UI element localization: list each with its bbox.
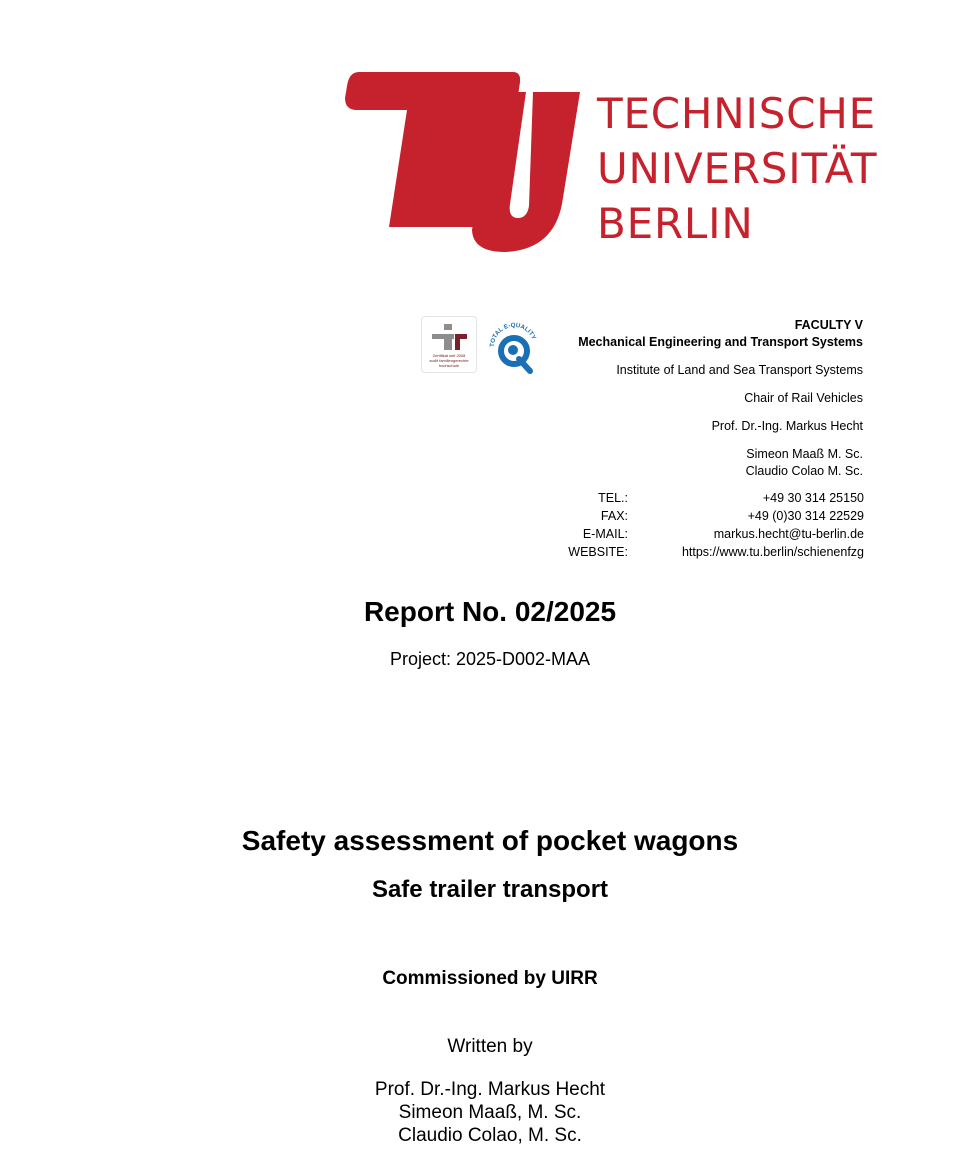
commissioned-by: Commissioned by UIRR (382, 968, 598, 989)
contact-label: WEBSITE: (568, 545, 628, 559)
seal-text: hochschule (438, 363, 460, 368)
tu-berlin-logo (345, 72, 580, 252)
institute-name: Institute of Land and Sea Transport Systems (616, 363, 863, 377)
contact-row-website (560, 543, 864, 561)
university-wordmark (597, 86, 887, 251)
contact-value: https://www.tu.berlin/schienenfzg (681, 545, 864, 559)
author-name: Simeon Maaß, M. Sc. (398, 1102, 582, 1123)
written-by-label: Written by (447, 1036, 533, 1057)
family-audit-icon (422, 317, 476, 357)
contact-value: +49 30 314 25150 (762, 491, 864, 505)
author-list (0, 1078, 980, 1147)
professor-name: Prof. Dr.-Ing. Markus Hecht (711, 419, 863, 433)
chair-name: Chair of Rail Vehicles (744, 391, 863, 405)
report-title: Safety assessment of pocket wagons (241, 825, 739, 856)
report-subtitle: Safe trailer transport (371, 876, 609, 903)
seal-arc-text: TOTAL E-QUALITY (488, 321, 538, 348)
faculty-block (578, 317, 863, 480)
family-audit-seal (421, 316, 477, 373)
contact-label: TEL.: (598, 491, 628, 505)
seal-text: audit familiengerechte (429, 358, 469, 363)
total-e-quality-seal (486, 315, 542, 375)
faculty-name: Mechanical Engineering and Transport Systems (578, 335, 863, 349)
staff-member: Simeon Maaß M. Sc. (746, 447, 863, 461)
wordmark-line: BERLIN (597, 199, 754, 248)
author-name: Claudio Colao, M. Sc. (398, 1125, 582, 1146)
author-name: Prof. Dr.-Ing. Markus Hecht (374, 1079, 606, 1100)
project-id: Project: 2025-D002-MAA (389, 649, 591, 669)
contact-label: FAX: (600, 509, 628, 523)
report-number: Report No. 02/2025 (363, 596, 617, 627)
faculty-title: FACULTY V (794, 318, 863, 332)
contact-value: +49 (0)30 314 22529 (747, 509, 864, 523)
wordmark-line: TECHNISCHE (597, 89, 877, 138)
seal-text: Zertifikat seit 2008 (432, 353, 466, 358)
contact-table (560, 489, 864, 561)
contact-row-tel (560, 489, 864, 507)
contact-value: markus.hecht@tu-berlin.de (713, 527, 864, 541)
svg-text:TOTAL E-QUALITY (489, 322, 538, 347)
staff-member: Claudio Colao M. Sc. (745, 464, 863, 478)
contact-row-fax (560, 507, 864, 525)
contact-label: E-MAIL: (582, 527, 628, 541)
contact-row-email (560, 525, 864, 543)
wordmark-line: UNIVERSITÄT (597, 144, 878, 193)
